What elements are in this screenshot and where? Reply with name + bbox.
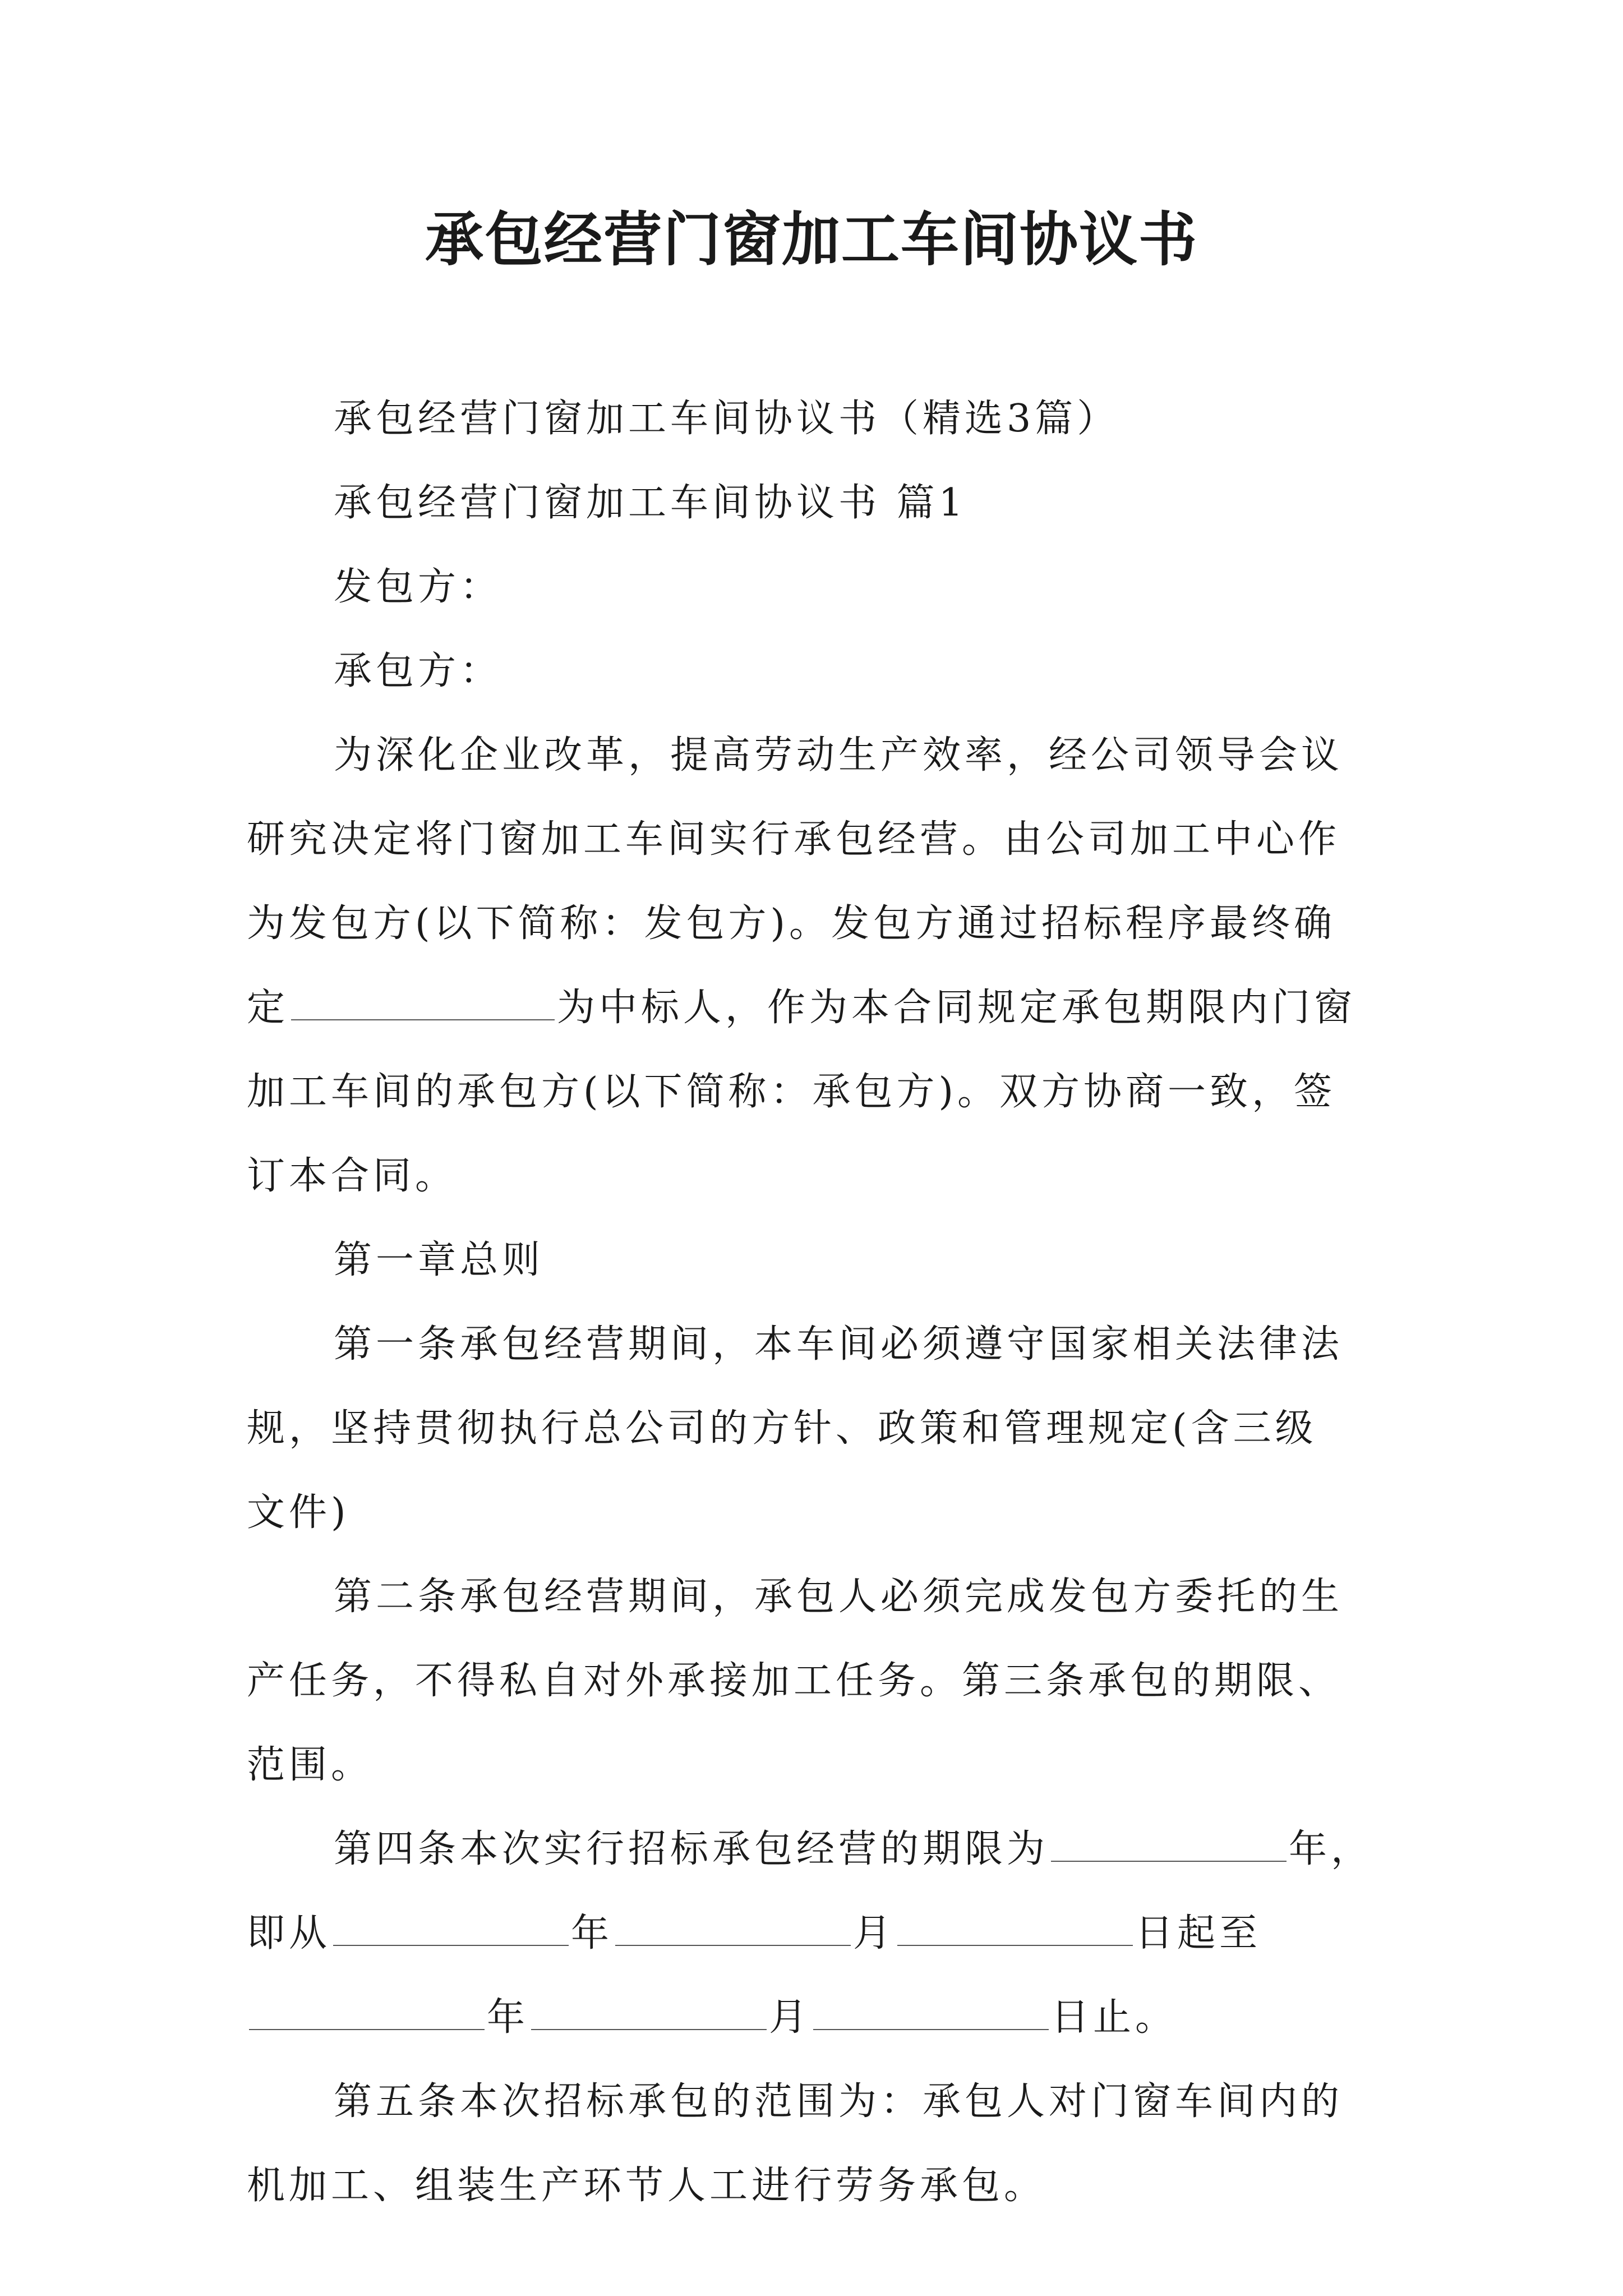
fill-in-blank	[615, 1910, 851, 1946]
text-line: 机加工、组装生产环节人工进行劳务承包。	[247, 2164, 1046, 2208]
article-5	[247, 2060, 1394, 2228]
document-body	[247, 377, 1394, 2228]
fill-in-blank	[249, 1994, 485, 2030]
party-a-label: 发包方：	[334, 565, 502, 609]
text-line: 规，坚持贯彻执行总公司的方针、政策和管理规定(含三级	[247, 1406, 1317, 1451]
fill-in-blank	[813, 1994, 1049, 2030]
text-line: 订本合同。	[247, 1154, 458, 1198]
text-line: 范围。	[247, 1743, 374, 1787]
text-fragment: 月	[853, 1911, 896, 1955]
text-line: 加工车间的承包方(以下简称：承包方)。双方协商一致，签	[247, 1070, 1336, 1114]
text-fragment: 即从	[247, 1911, 331, 1955]
fill-in-blank	[291, 984, 555, 1020]
text-line: 文件)	[247, 1490, 350, 1535]
text-line: 产任务，不得私自对外承接加工任务。第三条承包的期限、	[247, 1659, 1341, 1703]
text-line: 第一条承包经营期间，本车间必须遵守国家相关法律法	[334, 1322, 1344, 1366]
intro-paragraph	[247, 714, 1394, 1218]
text-fragment: 为中标人，作为本合同规定承包期限内门窗	[557, 986, 1357, 1030]
text-fragment: 日止。	[1051, 1995, 1178, 2040]
party-b-label: 承包方：	[334, 649, 502, 693]
text-fragment: 日起至	[1135, 1911, 1262, 1955]
article-4	[247, 1807, 1394, 2060]
fill-in-blank	[1051, 1826, 1287, 1862]
chapter-heading: 第一章总则	[334, 1238, 545, 1282]
text-fragment: 年，	[1289, 1827, 1373, 1871]
text-fragment: 月	[769, 1995, 811, 2040]
fill-in-blank	[531, 1994, 767, 2030]
text-line: 为发包方(以下简称：发包方)。发包方通过招标程序最终确	[247, 901, 1336, 946]
text-line: 研究决定将门窗加工车间实行承包经营。由公司加工中心作	[247, 817, 1341, 862]
fill-in-blank	[333, 1910, 569, 1946]
text-fragment: 第四条本次实行招标承包经营的期限为	[334, 1827, 1049, 1871]
subtitle: 承包经营门窗加工车间协议书（精选3篇）	[334, 397, 1119, 441]
section-heading: 承包经营门窗加工车间协议书 篇1	[334, 481, 967, 525]
text-line: 为深化企业改革，提高劳动生产效率，经公司领导会议	[334, 733, 1344, 777]
text-fragment: 年	[487, 1995, 529, 2040]
text-line: 第二条承包经营期间，承包人必须完成发包方委托的生	[334, 1575, 1344, 1619]
article-2	[247, 1555, 1394, 1807]
text-line	[247, 1807, 1394, 1892]
text-line	[247, 1892, 1394, 1976]
text-line	[247, 966, 1394, 1050]
text-line: 第五条本次招标承包的范围为：承包人对门窗车间内的	[334, 2079, 1344, 2124]
document-title: 承包经营门窗加工车间协议书	[425, 205, 1198, 274]
text-fragment: 定	[247, 986, 289, 1030]
article-1	[247, 1303, 1394, 1555]
text-line	[247, 1976, 1394, 2060]
fill-in-blank	[897, 1910, 1133, 1946]
text-fragment: 年	[571, 1911, 614, 1955]
